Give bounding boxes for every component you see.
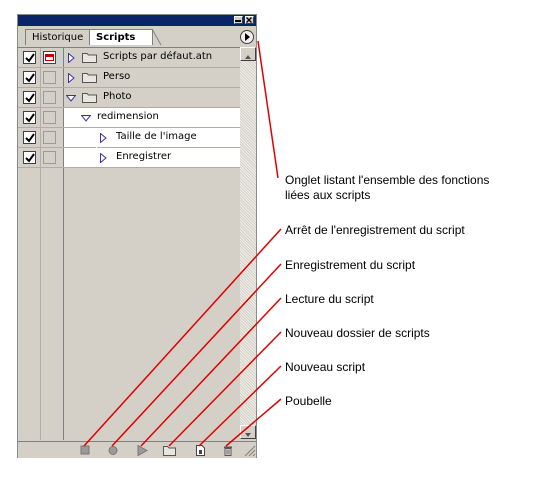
step-label: Enregistrer	[116, 151, 172, 162]
set-label: Photo	[103, 91, 132, 102]
action-label: redimension	[97, 111, 159, 122]
annotation-record: Enregistrement du script	[285, 258, 416, 272]
set-label: Scripts par défaut.atn	[103, 51, 213, 62]
annotation-stop: Arrêt de l'enregistrement du script	[285, 223, 465, 237]
leader-line-stop	[84, 229, 281, 446]
leader-line-new-set	[169, 332, 281, 446]
annotation-new-action: Nouveau script	[285, 360, 366, 374]
annotation-new-set: Nouveau dossier de scripts	[285, 326, 430, 340]
annotation-play: Lecture du script	[285, 292, 374, 306]
leader-line-play	[141, 298, 281, 446]
annotation-trash: Poubelle	[285, 394, 332, 408]
set-label: Perso	[103, 71, 131, 82]
leader-line-trash	[226, 399, 281, 446]
tab-scripts[interactable]: Scripts	[89, 29, 153, 45]
annotation-menu-tab: Onglet listant l'ensemble des fonctions liées aux scripts	[285, 173, 490, 202]
step-label: Taille de l'image	[116, 131, 197, 142]
tab-historique[interactable]: Historique	[25, 29, 91, 45]
leader-line-menu	[258, 41, 278, 178]
